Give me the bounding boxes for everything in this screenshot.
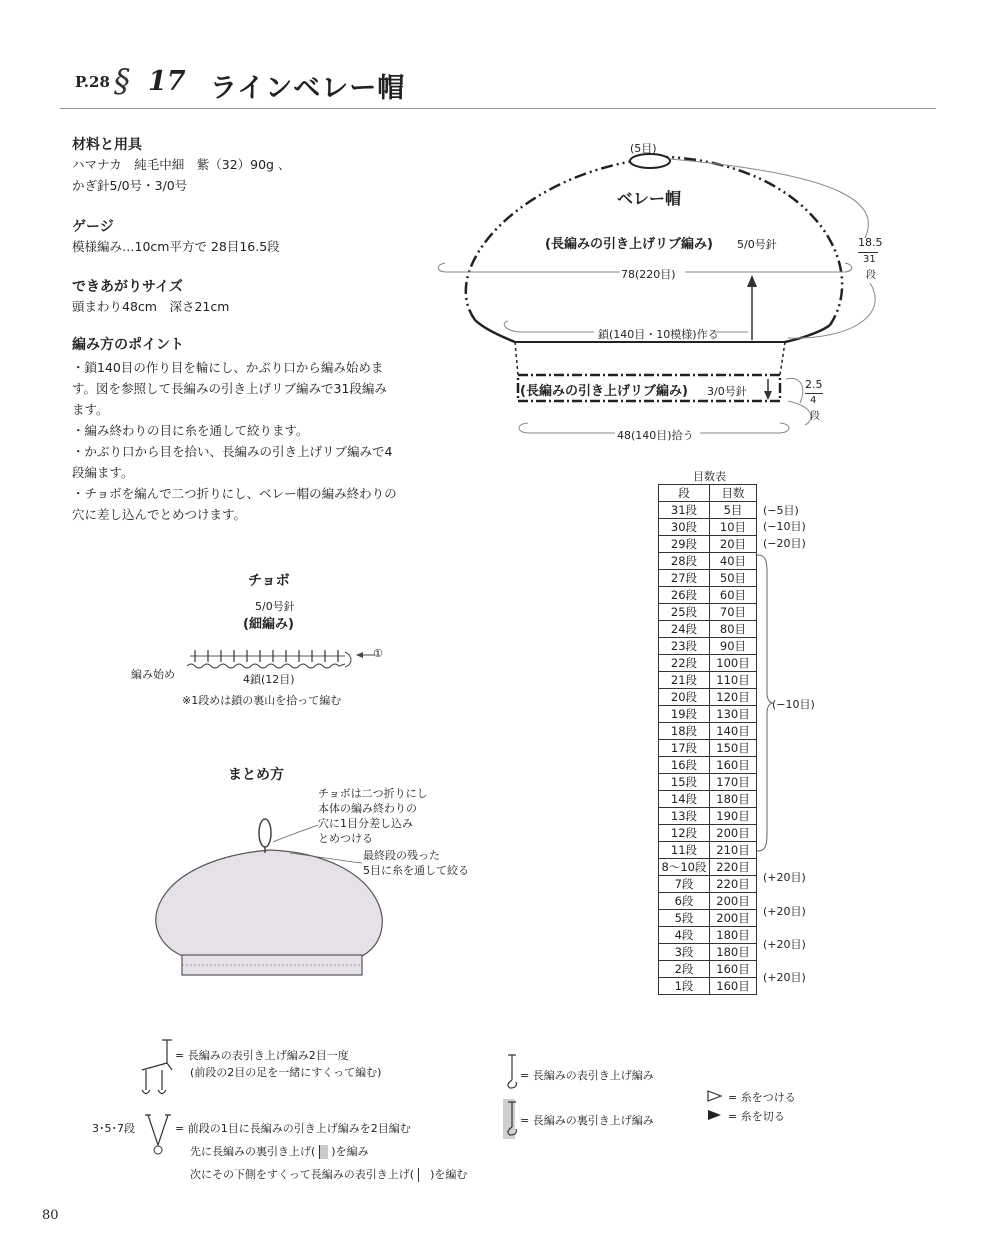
count-table xyxy=(658,484,757,995)
bracket-line xyxy=(757,555,773,851)
stitch-count: 200目 xyxy=(710,910,757,927)
row-label: 20段 xyxy=(659,689,710,706)
gauge-line-1: 模様編み…10cm平方で 28目16.5段 xyxy=(72,239,280,254)
chobo-stitch: (細編み) xyxy=(243,617,294,632)
count-table-row xyxy=(659,672,757,689)
stitch-count: 130目 xyxy=(710,706,757,723)
legend-item-4: = 長編みの裏引き上げ編み xyxy=(520,1114,654,1127)
stitch-count: 220目 xyxy=(710,859,757,876)
count-table-row xyxy=(659,944,757,961)
count-table-row xyxy=(659,859,757,876)
row-label: 11段 xyxy=(659,842,710,859)
back-post-symbol-inline xyxy=(319,1145,328,1159)
bottom-dim-right xyxy=(700,423,789,433)
gauge-heading: ゲージ xyxy=(72,219,114,235)
stitch-count: 90目 xyxy=(710,638,757,655)
stitch-count: 160目 xyxy=(710,757,757,774)
page-number: 80 xyxy=(42,1208,59,1223)
count-table-row xyxy=(659,604,757,621)
beret-top-opening xyxy=(630,154,670,168)
chobo-chain-label: 4鎖(12目) xyxy=(243,673,295,686)
legend-item-2: = 前段の1目に長編みの引き上げ編みを2目編む xyxy=(175,1122,411,1135)
point-item: ・鎖140目の作り目を輪にし、かぶり口から編み始めます。図を参照して長編みの引き上げリブ編みで31段編みます。 xyxy=(72,360,387,417)
row-label: 15段 xyxy=(659,774,710,791)
leader-line-1 xyxy=(273,825,318,842)
row-label: 27段 xyxy=(659,570,710,587)
count-table-row xyxy=(659,536,757,553)
yarn-symbols xyxy=(706,1088,726,1128)
finishing-title: まとめ方 xyxy=(228,767,284,783)
beret-body xyxy=(156,850,382,957)
bottom-dim-left xyxy=(519,423,615,433)
finishing-note-1-line: チョボは二つ折りにし xyxy=(318,787,428,800)
chobo-needle: 5/0号針 xyxy=(255,600,295,613)
beret-lower-right xyxy=(785,325,830,342)
finishing-note-2-line: 5目に糸を通して絞る xyxy=(363,864,469,877)
band-cm-label: 2.5 xyxy=(805,378,823,391)
count-table-row xyxy=(659,621,757,638)
legend-item-1: = 長編みの表引き上げ編み2目一度 xyxy=(175,1049,349,1062)
band-right-edge xyxy=(780,342,785,375)
side-dim-upper xyxy=(670,159,868,238)
row-label: 24段 xyxy=(659,621,710,638)
row-label: 18段 xyxy=(659,723,710,740)
side-fraction-line xyxy=(858,252,878,253)
header-row-col: 段 xyxy=(659,485,710,502)
count-table-row xyxy=(659,502,757,519)
row-label: 5段 xyxy=(659,910,710,927)
count-table-row xyxy=(659,825,757,842)
count-table-row xyxy=(659,791,757,808)
header-divider xyxy=(60,108,936,109)
stitch-count: 180目 xyxy=(710,944,757,961)
count-table-row xyxy=(659,876,757,893)
stitch-count: 110目 xyxy=(710,672,757,689)
beret-needle-label: 5/0号針 xyxy=(737,238,777,251)
row-label: 17段 xyxy=(659,740,710,757)
cut-yarn-icon xyxy=(708,1110,721,1120)
band-rows-unit: 段 xyxy=(810,411,820,422)
row-label: 7段 xyxy=(659,876,710,893)
size-heading: できあがりサイズ xyxy=(72,279,183,295)
chobo-note: ※1段めは鎖の裏山を拾って編む xyxy=(182,694,342,707)
chain-dim-left xyxy=(504,321,594,332)
stitch-count: 60目 xyxy=(710,587,757,604)
stitch-count: 150目 xyxy=(710,740,757,757)
legend-item-1-sub: (前段の2目の足を一緒にすくって編む) xyxy=(190,1066,382,1079)
row-label: 16段 xyxy=(659,757,710,774)
finishing-note-1-line: 穴に1目分差し込み xyxy=(318,817,413,830)
finished-beret-illustration xyxy=(140,815,410,980)
count-table-row xyxy=(659,893,757,910)
row-label: 22段 xyxy=(659,655,710,672)
count-table-header xyxy=(659,485,757,502)
row-label: 30段 xyxy=(659,519,710,536)
count-table-caption: 目数表 xyxy=(693,470,726,483)
side-rows-label: 31 xyxy=(863,254,876,265)
row-change-note: (+20目) xyxy=(763,937,806,951)
page-title: ラインベレー帽 xyxy=(210,73,406,104)
count-table-row xyxy=(659,808,757,825)
chobo-title: チョボ xyxy=(248,573,290,589)
side-cm-label: 18.5 xyxy=(858,236,883,249)
row-label: 31段 xyxy=(659,502,710,519)
row-label: 28段 xyxy=(659,553,710,570)
section-ornament: § xyxy=(114,62,130,100)
row-change-note: (+20目) xyxy=(763,871,806,885)
row-label: 23段 xyxy=(659,638,710,655)
stitch-count: 50目 xyxy=(710,570,757,587)
count-table-row xyxy=(659,587,757,604)
stitch-count: 160目 xyxy=(710,961,757,978)
legend-item-2-line-c xyxy=(190,1166,467,1182)
row-label: 14段 xyxy=(659,791,710,808)
count-table-row xyxy=(659,519,757,536)
point-item: ・かぶり口から目を拾い、長編みの引き上げリブ編みで4段編ます。 xyxy=(72,444,393,480)
band-rows-label: 4 xyxy=(810,395,817,406)
row-label: 2段 xyxy=(659,961,710,978)
beret-pattern-label: (長編みの引き上げリブ編み) xyxy=(545,237,713,252)
points-heading: 編み方のポイント xyxy=(72,337,184,353)
legend-item-2-b-end: )を編み xyxy=(331,1145,369,1158)
row-label: 12段 xyxy=(659,825,710,842)
bottom-pickup-label: 48(140目)拾う xyxy=(617,429,694,442)
band-left-edge xyxy=(515,342,518,375)
size-section xyxy=(72,276,229,317)
stitch-count: 120目 xyxy=(710,689,757,706)
inc2-symbol xyxy=(143,1110,173,1158)
chobo-turn xyxy=(345,652,351,667)
bracket-note: (−10目) xyxy=(772,698,815,711)
row-label: 1段 xyxy=(659,978,710,995)
row-label: 4段 xyxy=(659,927,710,944)
size-line-1: 頭まわり48cm 深さ21cm xyxy=(72,299,230,314)
count-table-row xyxy=(659,638,757,655)
finishing-note-2-line: 最終段の残った xyxy=(363,849,440,862)
materials-line-1: ハマナカ 純毛中細 紫（32）90g 、 xyxy=(72,157,291,172)
stitch-count: 140目 xyxy=(710,723,757,740)
pattern-number: 17 xyxy=(148,66,186,97)
row-label: 6段 xyxy=(659,893,710,910)
stitch-count: 160目 xyxy=(710,978,757,995)
row-label: 13段 xyxy=(659,808,710,825)
side-rows-unit: 段 xyxy=(866,270,876,281)
front-post-symbol-inline xyxy=(418,1168,427,1182)
count-table-row xyxy=(659,740,757,757)
legend-item-6: = 糸を切る xyxy=(728,1110,785,1123)
band-dim-lower xyxy=(788,401,811,425)
chobo-loop xyxy=(259,819,271,847)
materials-heading: 材料と用具 xyxy=(72,137,142,153)
width-dim-right xyxy=(685,263,852,272)
count-table-row xyxy=(659,978,757,995)
count-table-row xyxy=(659,842,757,859)
row-label: 3段 xyxy=(659,944,710,961)
stitch-count: 10目 xyxy=(710,519,757,536)
side-dim-lower xyxy=(788,283,875,338)
row-label: 19段 xyxy=(659,706,710,723)
header-count-col: 目数 xyxy=(710,485,757,502)
count-table-row xyxy=(659,553,757,570)
count-table-row xyxy=(659,774,757,791)
stitch-count: 70目 xyxy=(710,604,757,621)
chobo-row-marker: ① xyxy=(373,647,383,660)
finishing-note-1-line: とめつける xyxy=(318,832,373,845)
attach-yarn-icon xyxy=(708,1091,721,1101)
row-change-note: (−20目) xyxy=(763,537,806,551)
legend-item-2-prefix: 3･5･7段 xyxy=(92,1122,135,1135)
count-notes xyxy=(763,484,843,984)
stitch-count: 210目 xyxy=(710,842,757,859)
stitch-count: 20目 xyxy=(710,536,757,553)
count-table-row xyxy=(659,689,757,706)
band-pattern-label: (長編みの引き上げリブ編み) xyxy=(520,384,688,399)
stitch-count: 170目 xyxy=(710,774,757,791)
point-item: ・チョボを編んで二つ折りにし、ベレー帽の編み終わりの穴に差し込んでとめつけます。 xyxy=(72,486,397,522)
legend-item-2-c: 次にその下側をすくって長編みの表引き上げ( xyxy=(190,1168,415,1181)
beret-title: ベレー帽 xyxy=(617,189,682,208)
row-label: 26段 xyxy=(659,587,710,604)
count-table-row xyxy=(659,655,757,672)
stitch-count: 220目 xyxy=(710,876,757,893)
row-label: 29段 xyxy=(659,536,710,553)
count-table-row xyxy=(659,961,757,978)
chobo-start-label: 編み始め xyxy=(131,668,175,681)
count-table-row xyxy=(659,706,757,723)
count-table-row xyxy=(659,757,757,774)
chobo-chain-row xyxy=(187,664,345,668)
legend-item-2-b: 先に長編みの裏引き上げ( xyxy=(190,1145,316,1158)
stitch-count: 200目 xyxy=(710,893,757,910)
legend-item-3: = 長編みの表引き上げ編み xyxy=(520,1069,654,1082)
row-change-note: (+20目) xyxy=(763,971,806,985)
stitch-count: 180目 xyxy=(710,791,757,808)
stitch-count: 80目 xyxy=(710,621,757,638)
height-arrow-head xyxy=(747,275,757,287)
legend-item-5: = 糸をつける xyxy=(728,1091,796,1104)
count-table-row xyxy=(659,910,757,927)
legend-item-2-line-b xyxy=(190,1143,369,1159)
stitch-count: 100目 xyxy=(710,655,757,672)
materials-line-2: かぎ針5/0号・3/0号 xyxy=(72,178,188,193)
count-table-row xyxy=(659,723,757,740)
count-table-row xyxy=(659,570,757,587)
point-item: ・編み終わりの目に糸を通して絞ります。 xyxy=(72,423,309,438)
band-fraction-line xyxy=(805,393,823,394)
dec2-symbol xyxy=(132,1035,177,1100)
beret-lower-left xyxy=(475,320,515,342)
count-table-row xyxy=(659,927,757,944)
finishing-note-1-line: 本体の編み終わりの xyxy=(318,802,417,815)
chain-label: 鎖(140目・10模様)作る xyxy=(598,328,719,341)
legend-item-2-c-end: )を編む xyxy=(430,1168,468,1181)
materials-section xyxy=(72,134,290,196)
stitch-count: 190目 xyxy=(710,808,757,825)
row-label: 25段 xyxy=(659,604,710,621)
beret-width-label: 78(220目) xyxy=(621,268,676,281)
row-change-note: (−10目) xyxy=(763,520,806,534)
top-stitch-label: (5目) xyxy=(630,142,657,155)
points-section xyxy=(72,334,397,525)
stitch-count: 180目 xyxy=(710,927,757,944)
stitch-count: 40目 xyxy=(710,553,757,570)
row-change-note: (+20目) xyxy=(763,904,806,918)
width-dim-left xyxy=(438,263,620,272)
stitch-count: 200目 xyxy=(710,825,757,842)
stitch-count: 5目 xyxy=(710,502,757,519)
page-reference: P.28 xyxy=(75,73,110,91)
band-dim-upper xyxy=(786,378,803,403)
band-needle-label: 3/0号針 xyxy=(707,385,747,398)
row-change-note: (−5目) xyxy=(763,503,799,517)
gauge-section xyxy=(72,216,280,257)
row-label: 8〜10段 xyxy=(659,859,710,876)
row-label: 21段 xyxy=(659,672,710,689)
